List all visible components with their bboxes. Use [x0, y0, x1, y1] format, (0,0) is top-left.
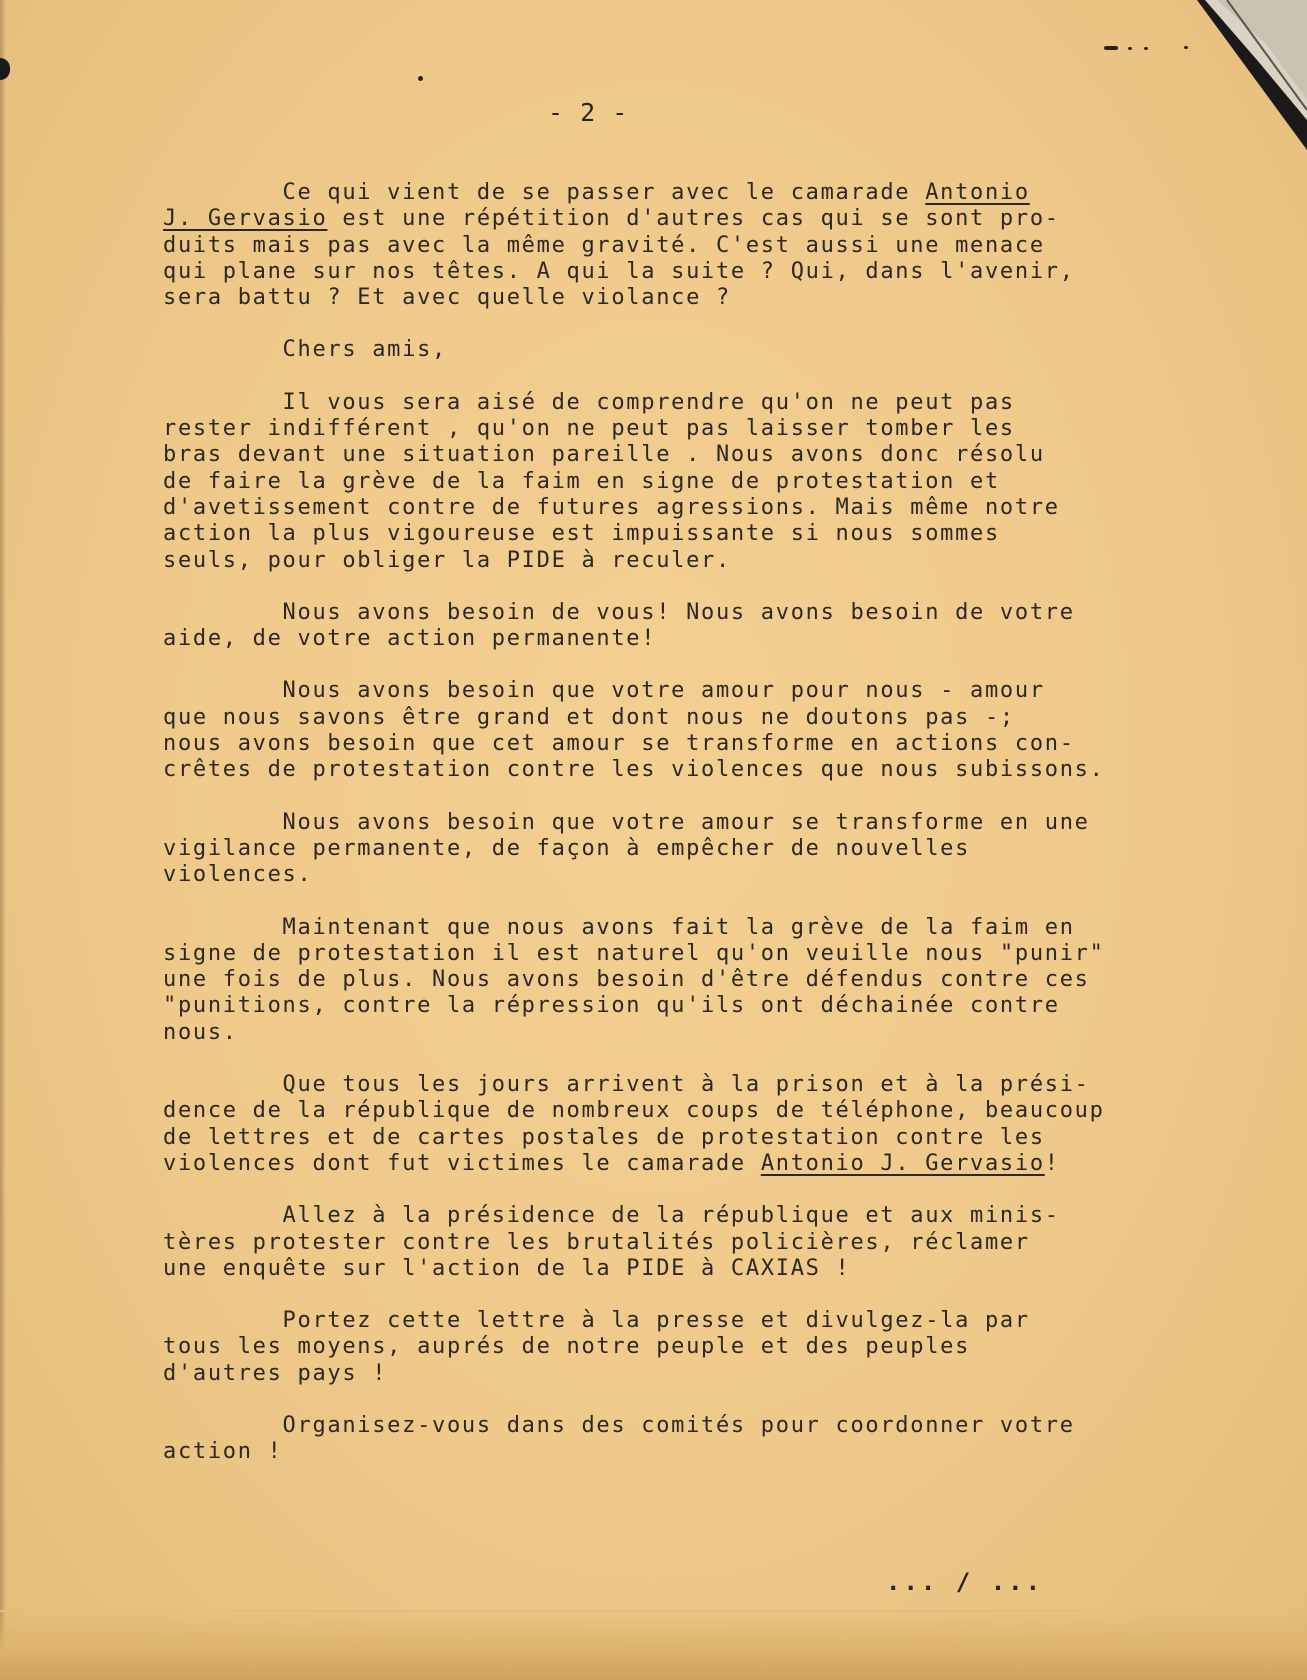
text-line: [163, 1413, 1173, 1439]
text-line: [163, 993, 1173, 1019]
text-run: Nous avons besoin de vous! Nous avons besoin de votre: [163, 599, 1075, 625]
text-line: [163, 206, 1173, 232]
text-line: [163, 259, 1173, 285]
text-line: [163, 390, 1173, 416]
text-run: duits mais pas avec la même gravité. C'est aussi une menace: [163, 232, 1045, 258]
text-line: [163, 757, 1173, 783]
paragraph: [163, 180, 1173, 311]
paragraph: [163, 1308, 1173, 1387]
text-line: [163, 1125, 1173, 1151]
text-run: Allez à la présidence de la république et aux minis-: [163, 1203, 1060, 1229]
ink-speck: [418, 76, 423, 81]
text-run: !: [1044, 1150, 1060, 1176]
text-line: [163, 810, 1173, 836]
text-run: que nous savons être grand et dont nous ne doutons pas -;: [163, 704, 1015, 730]
text-run: nous avons besoin que cet amour se transforme en actions con-: [163, 731, 1075, 757]
text-line: [163, 1098, 1173, 1124]
text-line: [163, 862, 1173, 888]
text-line: [163, 1361, 1173, 1387]
text-line: [163, 967, 1173, 993]
text-run: "punitions, contre la répression qu'ils ont déchainée contre: [163, 993, 1060, 1019]
paragraph: [163, 1413, 1173, 1466]
underlined-name: Antonio: [925, 180, 1030, 205]
page-number: - 2 -: [548, 98, 629, 127]
text-line: [163, 1151, 1173, 1177]
paragraph: [163, 678, 1173, 783]
text-run: signe de protestation il est naturel qu'on veuille nous "punir": [163, 940, 1105, 966]
paragraph: [163, 390, 1173, 574]
text-run: Nous avons besoin que votre amour pour nous - amour: [163, 678, 1045, 704]
ink-speck: [1104, 46, 1118, 50]
text-run: Chers amis,: [163, 337, 447, 363]
text-run: aide, de votre action permanente!: [163, 626, 657, 652]
text-line: [163, 1072, 1173, 1098]
text-run: action la plus vigoureuse est impuissante si nous sommes: [163, 521, 1000, 547]
paragraph: [163, 337, 1173, 363]
text-run: sera battu ? Et avec quelle violance ?: [163, 285, 731, 311]
text-run: vigilance permanente, de façon à empêcher de nouvelles: [163, 835, 971, 861]
text-run: Il vous sera aisé de comprendre qu'on ne peut pas: [163, 389, 1015, 415]
text-line: [163, 678, 1173, 704]
text-line: [163, 1334, 1173, 1360]
text-run: Maintenant que nous avons fait la grève de la faim en: [163, 914, 1075, 940]
text-run: Que tous les jours arrivent à la prison et à la prési-: [163, 1072, 1090, 1098]
text-run: rester indifférent , qu'on ne peut pas laisser tomber les: [163, 416, 1015, 442]
text-run: tères protester contre les brutalités policières, réclamer: [163, 1229, 1030, 1255]
text-run: violences.: [163, 862, 313, 888]
text-line: [163, 233, 1173, 259]
paragraph: [163, 600, 1173, 653]
text-line: [163, 442, 1173, 468]
text-line: [163, 836, 1173, 862]
ink-speck: [1144, 47, 1148, 50]
ink-speck: [1128, 47, 1132, 50]
text-run: action !: [163, 1439, 283, 1465]
letter-body: [163, 180, 1173, 1492]
paper-bottom-edge: [0, 1610, 1307, 1680]
paragraph: [163, 1203, 1173, 1282]
text-run: de lettres et de cartes postales de protestation contre les: [163, 1124, 1045, 1150]
text-line: [163, 1230, 1173, 1256]
paragraph: [163, 915, 1173, 1046]
text-run: violences dont fut victimes le camarade: [163, 1150, 761, 1176]
folded-corner: [1197, 0, 1307, 150]
text-line: [163, 469, 1173, 495]
text-line: [163, 731, 1173, 757]
text-line: [163, 941, 1173, 967]
text-line: [163, 1203, 1173, 1229]
text-run: une fois de plus. Nous avons besoin d'être défendus contre ces: [163, 967, 1090, 993]
text-line: [163, 548, 1173, 574]
text-run: Ce qui vient de se passer avec le camarade: [163, 180, 926, 205]
text-run: qui plane sur nos têtes. A qui la suite ? Qui, dans l'avenir,: [163, 258, 1075, 284]
text-run: nous.: [163, 1019, 238, 1045]
text-line: [163, 521, 1173, 547]
text-line: [163, 285, 1173, 311]
text-line: [163, 416, 1173, 442]
paragraph: [163, 810, 1173, 889]
text-line: [163, 1256, 1173, 1282]
text-line: [163, 705, 1173, 731]
text-run: de faire la grève de la faim en signe de protestation et: [163, 468, 1000, 494]
ink-speck: [1184, 46, 1188, 49]
text-run: Organisez-vous dans des comités pour coordonner votre: [163, 1412, 1075, 1438]
text-line: [163, 626, 1173, 652]
text-run: bras devant une situation pareille . Nous avons donc résolu: [163, 442, 1045, 468]
text-line: [163, 337, 1173, 363]
text-run: dence de la république de nombreux coups de téléphone, beaucoup: [163, 1098, 1105, 1124]
text-run: Nous avons besoin que votre amour se transforme en une: [163, 809, 1090, 835]
text-line: [163, 600, 1173, 626]
text-run: Portez cette lettre à la presse et divulgez-la par: [163, 1308, 1030, 1334]
text-run: tous les moyens, auprés de notre peuple et des peuples: [163, 1334, 971, 1360]
text-run: seuls, pour obliger la PIDE à reculer.: [163, 547, 731, 573]
text-line: [163, 1439, 1173, 1465]
text-run: d'avetissement contre de futures agressions. Mais même notre: [163, 494, 1060, 520]
text-run: est une répétition d'autres cas qui se sont pro-: [327, 206, 1060, 232]
text-line: [163, 1020, 1173, 1046]
paragraph: [163, 1072, 1173, 1177]
text-line: [163, 495, 1173, 521]
punch-hole-mark: [0, 58, 10, 80]
underlined-name: Antonio J. Gervasio: [760, 1150, 1045, 1176]
text-line: [163, 1308, 1173, 1334]
continuation-mark: ... / ...: [886, 1568, 1044, 1596]
text-run: d'autres pays !: [163, 1360, 388, 1386]
underlined-name: J. Gervasio: [163, 206, 328, 232]
text-run: crêtes de protestation contre les violences que nous subissons.: [163, 757, 1105, 783]
paper-left-edge: [0, 0, 6, 1680]
text-run: une enquête sur l'action de la PIDE à CAXIAS !: [163, 1255, 851, 1281]
text-line: [163, 915, 1173, 941]
text-line: [163, 180, 1173, 206]
